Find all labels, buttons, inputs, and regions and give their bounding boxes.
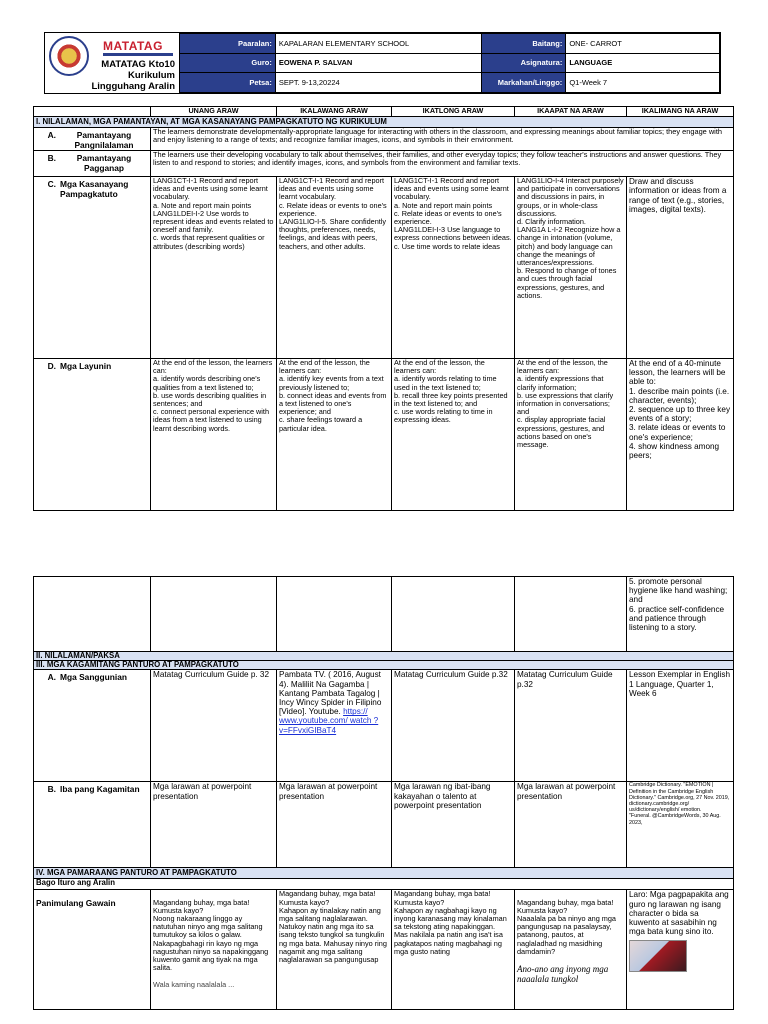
kagamitan-day4: Mga larawan at powerpoint presentation (515, 782, 627, 868)
kagamitan-day5: Cambridge Dictionary. "EMOTION | Definition in the Cambridge English Dictionary." Cambridge.org, 27 Nov. 2019, dictionary.cambridge.org/ us/dictionary/english/ emotion. "Funeral. @CambridgeWords, 30 Aug. 2023, (627, 782, 734, 868)
row-letter: B. (47, 784, 56, 795)
guro-value: EOWENA P. SALVAN (275, 53, 482, 73)
layunin-day4: At the end of the lesson, the learners can: a. identify expressions that clarify information; b. use expressions that clarify information in conversations; and c. display appropriate facial expressions, gestures, and actions based on one's message. (515, 359, 627, 511)
row-letter: A. (47, 672, 56, 683)
col-header-day4: IKAAPAT NA ARAW (515, 107, 627, 117)
baitang-label: Baitang: (482, 34, 566, 54)
plan-table-2 (33, 576, 734, 1010)
row-label-text: Iba pang Kagamitan (60, 784, 140, 795)
header-info-table (179, 33, 720, 93)
kagamitan-day3: Mga larawan ng ibat-ibang kakayahan o talento at powerpoint presentation (392, 782, 515, 868)
guro-label: Guro: (180, 53, 276, 73)
sanggunian-day4: Matatag Curriculum Guide p.32 (515, 670, 627, 782)
panimula-day5 (627, 890, 734, 1010)
col-header-day1: UNANG ARAW (151, 107, 277, 117)
panimulang-gawain-label: Panimulang Gawain (34, 890, 151, 1010)
row-layunin-continued (34, 577, 734, 652)
panimula-day1-text: Magandang buhay, mga bata! Kumusta kayo? Noong nakaraang linggo ay natutuhan ninyo ang mga salitang tumutukoy sa kilos o galaw. Nakapagbahagi rin kayo ng mga nagustuhan ninyo sa napakinggang kuwento gamit ang tiyak na mga salita. (153, 897, 269, 973)
matatag-logo: MATATAG (103, 39, 163, 53)
kasanayan-day2: LANG1CT-I-1 Record and report ideas and events using some learnt vocabulary. c. Relate ideas or events to one's experience. LANG1LIO-I-5. Share confidently thoughts, preferences, needs, feelings, and ideas with peers, teachers, and other adults. (277, 177, 392, 359)
deped-seal-icon (49, 36, 89, 76)
plan-table-1 (33, 106, 734, 511)
kasanayan-day5: Draw and discuss information or ideas from a range of text (e.g., stories, images, digital texts). (627, 177, 734, 359)
panimula-day5-text: Laro: Mga pagpapakita ang guro ng larawan ng isang character o bida sa kuwento at sasabihin ng mga bata kung sino ito. (629, 890, 729, 937)
kagamitan-day2: Mga larawan at powerpoint presentation (277, 782, 392, 868)
character-picture (629, 940, 687, 972)
row-label-text: Pamantayang Pangnilalaman (74, 130, 134, 150)
markahan-label: Markahan/Linggo: (482, 73, 566, 93)
row-kasanayang-pampagkatuto (34, 177, 734, 359)
logo-area (45, 33, 179, 93)
layunin-day5: At the end of a 40-minute lesson, the learners will be able to: 1. describe main points (i.e. character, events); 2. sequence up to three key events of a story; 3. relate ideas or events to one's experience; 4. show kindness among peers; (627, 359, 734, 511)
pamantayang-pangnilalaman-text: The learners demonstrate developmentally-appropriate language for interacting with others in the classroom, and expressing meanings about familiar topics; they engage with and enjoy listening to a range of texts; and recognize familiar images, icons, and symbols in their environment. (151, 128, 734, 151)
panimula-day3: Magandang buhay, mga bata! Kumusta kayo? Kahapon ay nagbahagi kayo ng inyong karanasang may kinalaman sa tekstong ating napakinggan. Mas nakilala pa natin ang isa't isa pagkatapos nating magbahagi ng mga gusto nating (392, 890, 515, 1010)
kasanayan-day4: LANG1LIO-I-4 Interact purposely and participate in conversations and discussions in pairs, in groups, or in whole-class discussions. d. Clarify information. LANG1A L-I-2 Recognize how a change in intonation (volume, pitch) and body language can change the meanings of utterances/expressions. b. Respond to change of tones and cues through facial expressions, gestures, and actions. (515, 177, 627, 359)
sanggunian-day3: Matatag Curriculum Guide p.32 (392, 670, 515, 782)
layunin-day1: At the end of the lesson, the learners can: a. identify words describing one's qualities from a text listened to; b. use words describing qualities in sentences; and c. connect personal experience with ideas from a text listened to using learnt describing words. (151, 359, 277, 511)
panimula-day4 (515, 890, 627, 1010)
curriculum-title (91, 59, 175, 92)
row-letter: A. (47, 130, 56, 140)
petsa-value: SEPT. 9-13,20224 (275, 73, 482, 93)
video-citation: Pambata TV. ( 2016, August 4). Maliliit Na Gagamba | Kantang Pambata Tagalog | Incy Wincy Spider in Filipino [Video]. Youtube. (279, 670, 382, 717)
col-header-blank (34, 107, 151, 117)
row-label (34, 151, 151, 177)
layunin-day3: At the end of the lesson, the learners can: a. identify words relating to time used in the text listened to; b. recall three key points presented in the text listened to; and c. use words relating to time in expressing ideas. (392, 359, 515, 511)
subtitle-lingguhang: Lingguhang Aralin (91, 81, 175, 92)
row-letter: D. (47, 361, 56, 371)
row-label-text: Mga Layunin (60, 361, 112, 371)
row-label-text: Mga Kasanayang Pampagkatuto (60, 179, 129, 199)
panimula-day1 (151, 890, 277, 1010)
row-label-text: Pamantayang Pagganap (76, 153, 132, 173)
sanggunian-day2 (277, 670, 392, 782)
header (44, 32, 721, 94)
layunin-day2: At the end of the lesson, the learners can: a. identify key events from a text previously listened to; b. connect ideas and events from a text listened to one's experience; and c. share feelings toward a particular idea. (277, 359, 392, 511)
row-label-text: Mga Sanggunian (60, 672, 127, 683)
row-pamantayang-pangnilalaman (34, 128, 734, 151)
baitang-value: ONE- CARROT (566, 34, 720, 54)
subsection-bago-ituro: Bago Ituro ang Aralin (34, 879, 734, 890)
section-1-heading: I. NILALAMAN, MGA PAMANTAYAN, AT MGA KASANAYANG PAMPAGKATUTO NG KURIKULUM (34, 117, 734, 128)
subtitle-kurikulum: Kurikulum (128, 70, 175, 81)
kasanayan-day1: LANG1CT-I-1 Record and report ideas and events using some learnt vocabulary. a. Note and report main points LANG1LDEI-I-2 Use words to represent ideas and events related to oneself and family. c. words that represent qualities or attributes (describing words) (151, 177, 277, 359)
paaralan-label: Paaralan: (180, 34, 276, 54)
row-label (34, 177, 151, 359)
row-label (34, 128, 151, 151)
layunin-day5-continued: 5. promote personal hygiene like hand washing; and 6. practice self-confidence and patience through listening to a story. (627, 577, 734, 652)
grade-line: MATATAG Kto10 (101, 59, 175, 70)
panimula-day4-text: Magandang buhay, mga bata! Kumusta kayo? Naaalala pa ba ninyo ang mga pangungusap na pasalaysay, patanong, pautos, at naglaladhad ng masidhing damdamin? (517, 897, 616, 956)
asignatura-label: Asignatura: (482, 53, 566, 73)
panimula-day1-cut: Wala kaming naalalala ... (153, 979, 235, 989)
markahan-value: Q1-Week 7 (566, 73, 720, 93)
section-2-heading: II. NILALAMAN/PAKSA (34, 652, 734, 661)
row-pamantayang-pagganap (34, 151, 734, 177)
kasanayan-day3: LANG1CT-I-1 Record and report ideas and events using some learnt vocabulary. a. Note and report main points c. Relate ideas or events to one's experience. LANG1LDEI-I-3 Use language to express connections between ideas. c. Use time words to relate ideas (392, 177, 515, 359)
panimula-day2: Magandang buhay, mga bata! Kumusta kayo? Kahapon ay tinalakay natin ang mga salitang naglalarawan. Natukoy natin ang mga ito sa isang teksto tungkol sa tungkulin ng mga bata. Mahusay ninyo ring nagamit ang mga salitang naglalarawan sa pangungusap (277, 890, 392, 1010)
row-label (34, 782, 151, 868)
petsa-label: Petsa: (180, 73, 276, 93)
col-header-day5: IKALIMANG NA ARAW (627, 107, 734, 117)
row-letter: C. (47, 179, 56, 189)
row-label (34, 670, 151, 782)
sanggunian-day1: Matatag Curriculum Guide p. 32 (151, 670, 277, 782)
pamantayang-pagganap-text: The learners use their developing vocabulary to talk about themselves, their families, and other everyday topics; they follow teacher's instructions and answer questions. They listen to and respond to stories; and identify images, icons, and symbols from the environment and familiar texts. (151, 151, 734, 177)
kagamitan-day1: Mga larawan at powerpoint presentation (151, 782, 277, 868)
row-label (34, 359, 151, 511)
logo-underline (103, 53, 173, 56)
row-mga-layunin (34, 359, 734, 511)
sanggunian-day5: Lesson Exemplar in English 1 Language, Quarter 1, Week 6 (627, 670, 734, 782)
col-header-day3: IKATLONG ARAW (392, 107, 515, 117)
row-iba-pang-kagamitan (34, 782, 734, 868)
paaralan-value: KAPALARAN ELEMENTARY SCHOOL (275, 34, 482, 54)
col-header-day2: IKALAWANG ARAW (277, 107, 392, 117)
section-4-heading: IV. MGA PAMARAANG PANTURO AT PAMPAGKATUTO (34, 868, 734, 879)
column-header-row (34, 107, 734, 117)
section-3-heading: III. MGA KAGAMITANG PANTURO AT PAMPAGKATUTO (34, 661, 734, 670)
row-sanggunian (34, 670, 734, 782)
youtube-link[interactable]: https:// www.youtube.com/ watch ?v=FFvxiGIBaT4 (279, 707, 379, 735)
asignatura-value: LANGUAGE (566, 53, 720, 73)
row-letter: B. (47, 153, 56, 163)
row-panimulang-gawain (34, 890, 734, 1010)
panimula-day4-question: Ano-ano ang inyong mga naaalala tungkol (517, 964, 609, 985)
